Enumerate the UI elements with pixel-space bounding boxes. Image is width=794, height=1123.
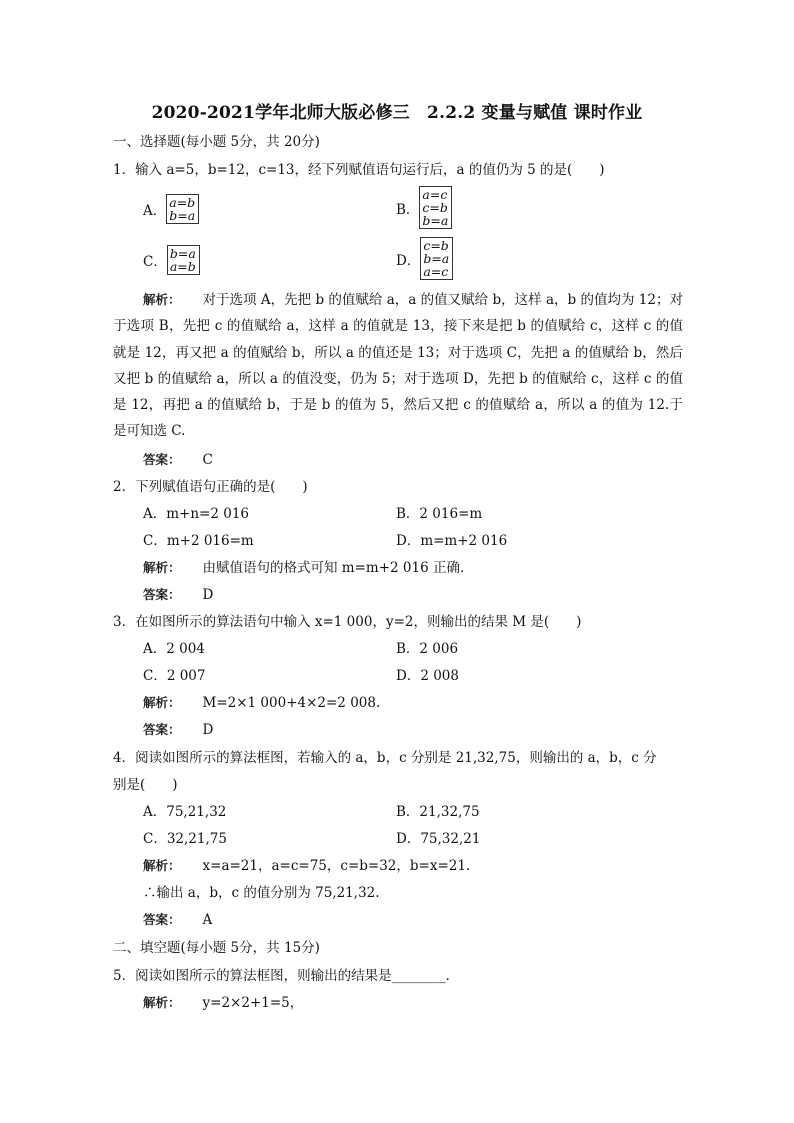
code-line: a=c (422, 187, 448, 202)
code-line: a=b (169, 195, 196, 210)
code-line: a=b (169, 259, 196, 274)
q3-analysis-text: M=2×1 000+4×2=2 008. (202, 695, 381, 711)
analysis-label: 解析： (143, 995, 181, 1010)
q1-answer-value: C (202, 452, 213, 468)
q4-stem-line2: 别是( ) (113, 777, 178, 793)
q3-answer (143, 720, 213, 740)
analysis-label: 解析： (143, 695, 181, 710)
answer-label: 答案： (143, 722, 181, 737)
q1-option-c-letter: C． (143, 254, 167, 270)
q2-option-c[interactable]: C．m+2 016=m (143, 533, 254, 549)
q4-stem-line1: 4．阅读如图所示的算法框图，若输入的 a，b，c 分别是 21,32,75，则输出的 a，b，c 分 (113, 750, 657, 766)
q1-option-c[interactable] (143, 245, 200, 275)
analysis-label: 解析： (143, 560, 181, 575)
q3-option-a[interactable]: A．2 004 (143, 641, 205, 657)
q4-option-a[interactable]: A．75,21,32 (143, 804, 227, 820)
analysis-label: 解析： (143, 292, 181, 307)
page-title: 2020-2021学年北师大版必修三 2.2.2 变量与赋值 课时作业 (151, 103, 643, 123)
q4-option-d[interactable]: D．75,32,21 (396, 831, 481, 847)
q1-answer (143, 450, 213, 470)
q1-option-a[interactable] (143, 194, 199, 224)
q4-analysis-text: x=a=21，a=c=75，c=b=32，b=x=21. (202, 858, 471, 874)
q4-analysis (143, 856, 470, 876)
q1-analysis-text: 对于选项 A，先把 b 的值赋给 a，a 的值又赋给 b，这样 a，b 的值均为 12；对于选项 B，先把 c 的值赋给 a，这样 a 的值就是 13，接下来是把 b 的值赋给 c，这样 c 的值就是 12，再又把 a 的值赋给 b，所以 a 的值还是 13；对于选项 C，先把 a 的值赋给 b，然后又把 b 的值赋给 a，所以 a 的值没变，仍为 5；对于选项 D，先把 b 的值赋给 c，这样 c 的值是 12，再把 a 的值赋给 b，于是 b 的值为 5，然后又把 c 的值赋给 a，所以 a 的值为 12.于是可知选 C. (113, 292, 683, 440)
q2-analysis-text: 由赋值语句的格式可知 m=m+2 016 正确． (202, 560, 474, 576)
q4-option-c[interactable]: C．32,21,75 (143, 831, 227, 847)
code-line: b=a (169, 208, 196, 223)
q1-option-b[interactable] (396, 186, 452, 229)
answer-label: 答案： (143, 587, 181, 602)
q3-answer-value: D (202, 722, 214, 738)
section-heading-choice: 一、选择题(每小题 5分，共 20分) (113, 134, 320, 150)
q4-answer-value: A (202, 912, 213, 928)
code-line: b=a (422, 213, 449, 228)
code-line: b=a (423, 251, 450, 266)
q1-stem: 1．输入 a=5，b=12，c=13，经下列赋值语句运行后，a 的值仍为 5 的是( ) (113, 162, 605, 178)
q3-option-b[interactable]: B．2 006 (396, 641, 459, 657)
q5-analysis-text: y=2×2+1=5， (202, 995, 304, 1011)
q3-option-d[interactable]: D．2 008 (396, 668, 459, 684)
q2-option-d[interactable]: D．m=m+2 016 (396, 533, 508, 549)
q1-option-b-letter: B． (396, 201, 420, 218)
q5-analysis (143, 993, 303, 1013)
q1-option-d-code (420, 237, 453, 280)
section-heading-fill: 二、填空题(每小题 5分，共 15分) (113, 940, 320, 956)
q4-option-b[interactable]: B．21,32,75 (396, 804, 480, 820)
q1-analysis (113, 287, 683, 445)
q2-stem: 2．下列赋值语句正确的是( ) (113, 479, 308, 495)
analysis-label: 解析： (143, 858, 181, 873)
code-line: c=b (422, 200, 448, 215)
q2-option-a[interactable]: A．m+n=2 016 (143, 506, 250, 522)
q1-option-c-code (167, 245, 200, 275)
code-line: b=a (169, 246, 196, 261)
code-line: c=b (423, 238, 449, 253)
q2-answer (143, 585, 213, 605)
q3-analysis (143, 693, 380, 713)
q1-option-a-code (166, 194, 199, 224)
q4-answer (143, 910, 212, 930)
answer-label: 答案： (143, 452, 181, 467)
q1-option-b-code (419, 186, 452, 229)
q1-option-a-letter: A． (143, 203, 167, 219)
q2-answer-value: D (202, 587, 214, 603)
answer-label: 答案： (143, 912, 181, 927)
q3-option-c[interactable]: C．2 007 (143, 668, 206, 684)
q4-analysis-conclusion: ∴输出 a，b，c 的值分别为 75,21,32. (143, 885, 380, 901)
q1-option-d-letter: D． (396, 252, 421, 269)
q3-stem: 3．在如图所示的算法语句中输入 x=1 000，y=2，则输出的结果 M 是( ) (113, 614, 582, 630)
q2-option-b[interactable]: B．2 016=m (396, 506, 483, 522)
code-line: a=c (423, 264, 449, 279)
q5-stem: 5．阅读如图所示的算法框图，则输出的结果是________． (113, 968, 460, 984)
q1-option-d[interactable] (396, 237, 453, 280)
q2-analysis (143, 558, 473, 578)
